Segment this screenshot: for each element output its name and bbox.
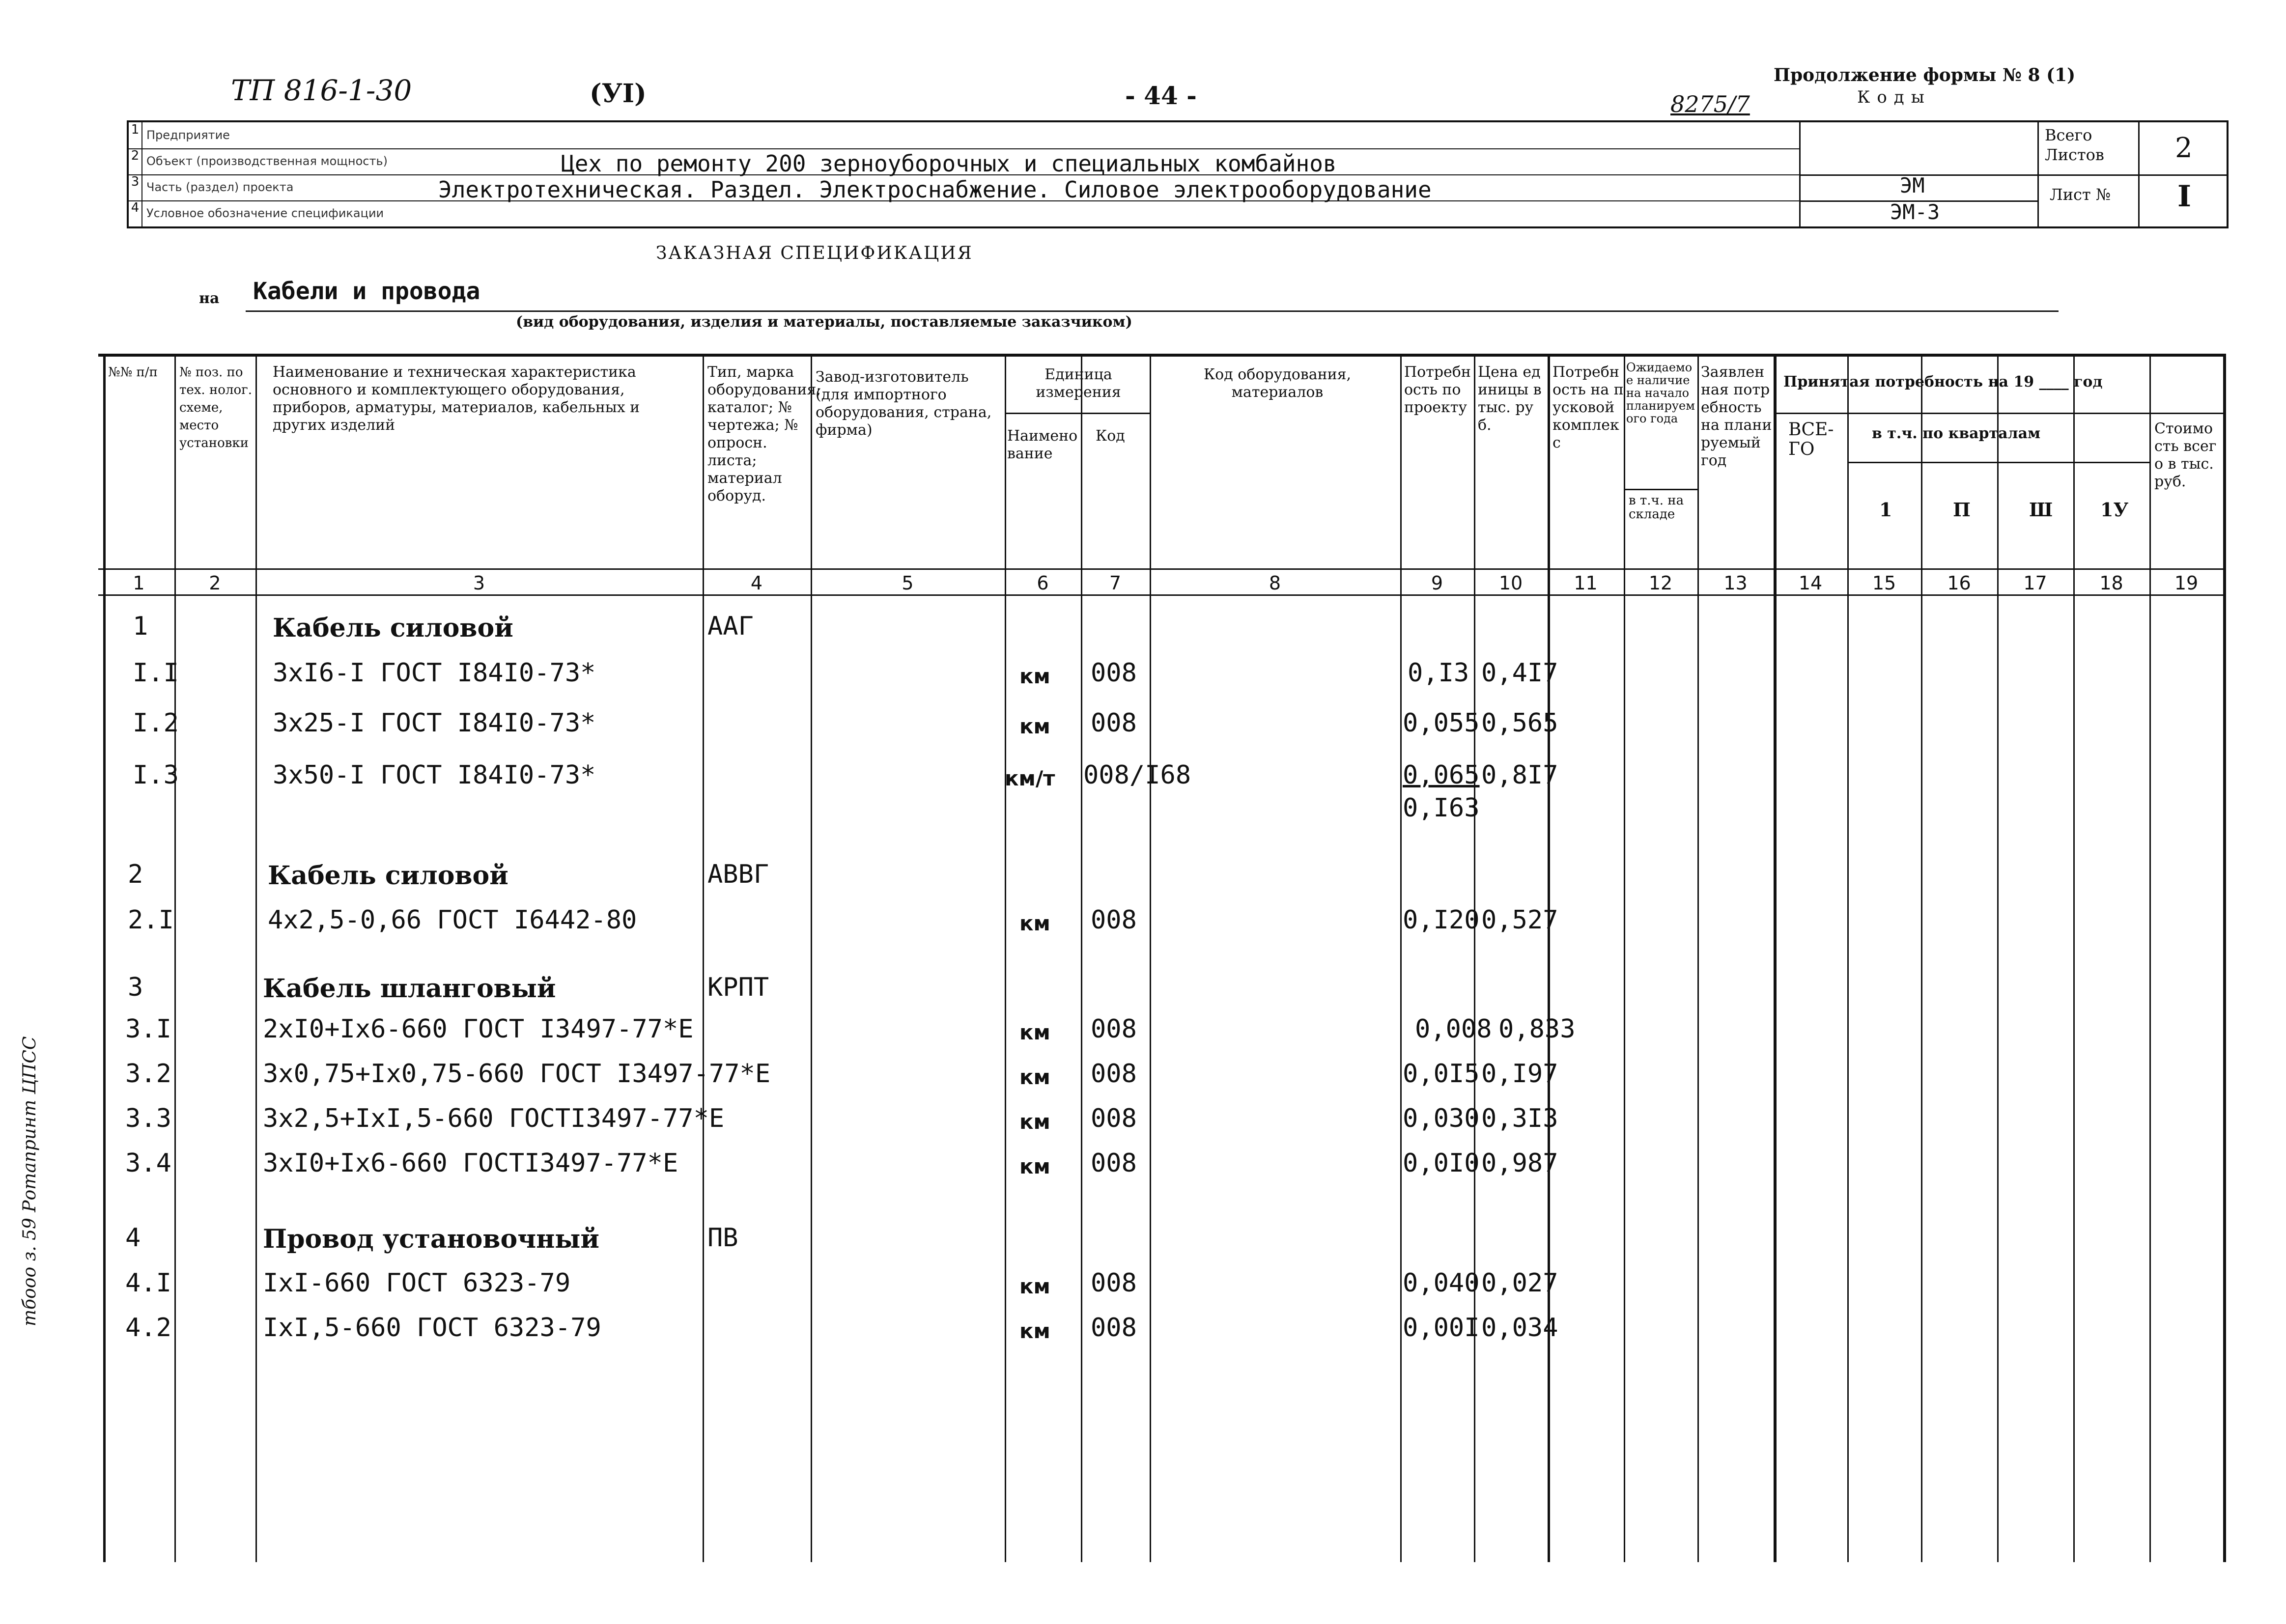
- item-name: 3хI0+Iх6-660 ГОСТI3497-77*Е: [263, 1148, 678, 1178]
- price: 0,4I7: [1481, 658, 1558, 688]
- row-number: 2: [129, 148, 142, 174]
- unit-name: км: [1019, 1319, 1050, 1343]
- col-header-7: Код: [1096, 427, 1125, 445]
- spec-subject-note: (вид оборудования, изделия и материалы, поставляемые заказчиком): [516, 313, 1132, 331]
- unit-name: км: [1019, 1274, 1050, 1298]
- col-header-9: Потребность по проекту: [1404, 364, 1471, 416]
- quarter-1: 1: [1879, 499, 1892, 521]
- row-number: 2.I: [128, 905, 174, 935]
- price: 0,565: [1481, 708, 1558, 738]
- price: 0,987: [1481, 1148, 1558, 1178]
- item-name: 4х2,5-0,66 ГОСТ I6442-80: [268, 905, 637, 935]
- quantity: 0,00I: [1403, 1313, 1480, 1343]
- item-type: ПВ: [707, 1223, 738, 1253]
- sheet-label: Лист №: [2050, 185, 2111, 204]
- col-number-6: 6: [1037, 572, 1049, 594]
- quarters-label: в т.ч. по кварталам: [1872, 425, 2041, 442]
- row-number: 4.2: [125, 1313, 171, 1343]
- item-name: Кабель силовой: [268, 861, 508, 891]
- row-number: I.I: [133, 658, 179, 688]
- price: 0,027: [1481, 1268, 1558, 1298]
- col-number-17: 17: [2023, 572, 2047, 594]
- unit-name: км: [1019, 1110, 1050, 1134]
- col-number-3: 3: [473, 572, 485, 594]
- price: 0,527: [1481, 905, 1558, 935]
- item-type: ААГ: [707, 612, 754, 641]
- unit-code: 008: [1091, 708, 1137, 738]
- form-continuation: Продолжение формы № 8 (1): [1774, 65, 2076, 85]
- quantity-secondary: 0,I63: [1403, 793, 1480, 823]
- col-header-14: ВСЕ-ГО: [1788, 420, 1834, 459]
- col-number-14: 14: [1798, 572, 1823, 594]
- row-label: Объект (производственная мощность): [146, 154, 388, 168]
- col-header-4: Тип, марка оборудования; каталог; № чертежа; № опросн. листа; материал оборуд.: [707, 364, 821, 504]
- unit-name: км: [1019, 1020, 1050, 1044]
- col-number-18: 18: [2099, 572, 2123, 594]
- col-number-11: 11: [1574, 572, 1598, 594]
- unit-name: км: [1019, 1065, 1050, 1089]
- item-name: Провод установочный: [263, 1224, 599, 1254]
- quantity: 0,040: [1403, 1268, 1480, 1298]
- quarter-3: Ш: [2029, 499, 2053, 521]
- row-number: I.3: [133, 760, 179, 790]
- col-header-13: Заявленная потребность на планируемый год: [1701, 364, 1772, 469]
- quantity: 0,065: [1403, 760, 1480, 790]
- item-name: 3х50-I ГОСТ I84I0-73*: [273, 760, 596, 790]
- spec-table: [98, 354, 2226, 1562]
- col-header-11: Потребность на пусковой комплекс: [1552, 364, 1624, 451]
- quantity: 0,055: [1403, 708, 1480, 738]
- col-header-6-group: Единица измерения: [1036, 366, 1121, 401]
- col-header-12-bottom: в т.ч. на складе: [1629, 493, 1684, 522]
- col-header-5: Завод-изготовитель (для импортного оборудования, страна, фирма): [816, 368, 992, 439]
- col-number-12: 12: [1648, 572, 1673, 594]
- col-header-1: №№ п/п: [108, 365, 158, 380]
- item-name: IхI-660 ГОСТ 6323-79: [263, 1268, 571, 1298]
- doc-code: ТП 816-1-30: [231, 74, 412, 107]
- row-number: 3: [129, 174, 142, 200]
- col-header-3: Наименование и техническая характеристика основного и комплектующего оборудования, приборов, арматуры, материалов, кабельных и других изделий: [273, 364, 640, 434]
- item-name: 3х25-I ГОСТ I84I0-73*: [273, 708, 596, 738]
- col-number-4: 4: [750, 572, 763, 594]
- side-note: тбооо з. 59 Ротапринт ЦПСС: [20, 1036, 40, 1326]
- col-number-13: 13: [1723, 572, 1748, 594]
- col-number-16: 16: [1947, 572, 1971, 594]
- unit-code: 008: [1091, 1104, 1137, 1133]
- row-number: 4: [125, 1223, 141, 1253]
- col-number-8: 8: [1269, 572, 1281, 594]
- codes-label: Коды: [1857, 87, 1931, 107]
- col-number-7: 7: [1109, 572, 1122, 594]
- item-name: 3хI6-I ГОСТ I84I0-73*: [273, 658, 596, 688]
- total-sheets-label: Всего Листов: [2045, 126, 2104, 164]
- unit-name: км: [1019, 714, 1050, 738]
- col-number-5: 5: [902, 572, 914, 594]
- item-name: Кабель силовой: [273, 613, 513, 643]
- unit-name: км: [1019, 664, 1050, 688]
- unit-code: 008: [1091, 905, 1137, 935]
- unit-code: 008: [1091, 658, 1137, 688]
- col-header-8: Код оборудования, материалов: [1203, 366, 1352, 401]
- unit-name: км: [1019, 1154, 1050, 1178]
- title-block: [127, 120, 2229, 228]
- quantity: 0,0I0: [1403, 1148, 1480, 1178]
- unit-code: 008/I68: [1083, 760, 1191, 790]
- item-name: 3х2,5+IхI,5-660 ГОСТI3497-77*Е: [263, 1104, 725, 1133]
- row-number: I.2: [133, 708, 179, 738]
- row-number: 1: [133, 612, 148, 641]
- quantity: 0,030: [1403, 1104, 1480, 1133]
- row-label: Часть (раздел) проекта: [146, 180, 294, 194]
- quantity: 0,I20: [1403, 905, 1480, 935]
- spec-title: ЗАКАЗНАЯ СПЕЦИФИКАЦИЯ: [656, 243, 973, 263]
- unit-code: 008: [1091, 1014, 1137, 1044]
- unit-name: км: [1019, 911, 1050, 935]
- col-header-2: № поз. по тех. нолог. схеме, место установки: [179, 365, 253, 450]
- quarter-4: 1У: [2100, 499, 2129, 521]
- col-number-2: 2: [209, 572, 221, 594]
- col-header-6: Наименование: [1007, 427, 1078, 462]
- price: 0,034: [1481, 1313, 1558, 1343]
- price: 0,I97: [1481, 1059, 1558, 1089]
- col-header-14-group: Принятая потребность на 19 ____ год: [1783, 373, 2103, 391]
- row-number: 3.3: [125, 1104, 171, 1133]
- col-number-9: 9: [1431, 572, 1443, 594]
- code-em: ЭМ: [1900, 173, 1925, 197]
- col-number-15: 15: [1872, 572, 1896, 594]
- col-header-12-top: Ожидаемое наличие на начало планируемого года: [1626, 361, 1695, 425]
- price: 0,833: [1498, 1014, 1576, 1044]
- row-number: 3.I: [125, 1014, 171, 1044]
- price: 0,3I3: [1481, 1104, 1558, 1133]
- item-name: 2хI0+Iх6-660 ГОСТ I3497-77*Е: [263, 1014, 694, 1044]
- total-sheets: 2: [2175, 132, 2193, 164]
- unit-code: 008: [1091, 1268, 1137, 1298]
- col-number-19: 19: [2174, 572, 2199, 594]
- row-number: 4: [129, 200, 142, 226]
- title-row-1: [129, 122, 1799, 149]
- row-number: 3.4: [125, 1148, 171, 1178]
- unit-name: км/т: [1005, 766, 1055, 790]
- album-code: (УI): [590, 79, 647, 109]
- quantity: 0,0I5: [1403, 1059, 1480, 1089]
- col-number-10: 10: [1498, 572, 1523, 594]
- title-row-4: [129, 200, 1799, 226]
- page-number: - 44 -: [1125, 81, 1197, 110]
- quarter-2: П: [1953, 499, 1971, 521]
- sheet-number: I: [2177, 179, 2192, 214]
- col-header-19: Стоимость всего в тыс. руб.: [2154, 420, 2217, 490]
- code-em3: ЭМ-3: [1890, 200, 1940, 224]
- quantity: 0,I3: [1408, 658, 1469, 688]
- inventory-number: 8275/7: [1670, 91, 1750, 117]
- row-number: 3.2: [125, 1059, 171, 1089]
- spec-on-label: на: [199, 290, 220, 307]
- row-number: 1: [129, 122, 142, 148]
- row-label: Предприятие: [146, 128, 230, 142]
- col-number-1: 1: [133, 572, 145, 594]
- title-row-3: [129, 174, 1799, 201]
- quantity: 0,008: [1415, 1014, 1492, 1044]
- item-type: КРПТ: [707, 973, 769, 1002]
- col-header-10: Цена единицы в тыс. руб.: [1478, 364, 1542, 434]
- title-row-2: [129, 148, 1799, 175]
- item-name: Кабель шланговый: [263, 974, 556, 1004]
- project-part: Электротехническая. Раздел. Электроснабжение. Силовое электрооборудование: [438, 176, 1432, 203]
- object-name: Цех по ремонту 200 зерноуборочных и специальных комбайнов: [561, 150, 1337, 177]
- item-name: IхI,5-660 ГОСТ 6323-79: [263, 1313, 601, 1343]
- unit-code: 008: [1091, 1148, 1137, 1178]
- price: 0,8I7: [1481, 760, 1558, 790]
- unit-code: 008: [1091, 1313, 1137, 1343]
- item-name: 3х0,75+Iх0,75-660 ГОСТ I3497-77*Е: [263, 1059, 771, 1089]
- row-label: Условное обозначение спецификации: [146, 206, 384, 220]
- row-number: 2: [128, 860, 143, 889]
- item-type: АВВГ: [707, 860, 769, 889]
- row-number: 4.I: [125, 1268, 171, 1298]
- row-number: 3: [128, 973, 143, 1002]
- spec-subject: Кабели и провода: [253, 278, 480, 305]
- spec-subject-underline: [246, 310, 2059, 312]
- unit-code: 008: [1091, 1059, 1137, 1089]
